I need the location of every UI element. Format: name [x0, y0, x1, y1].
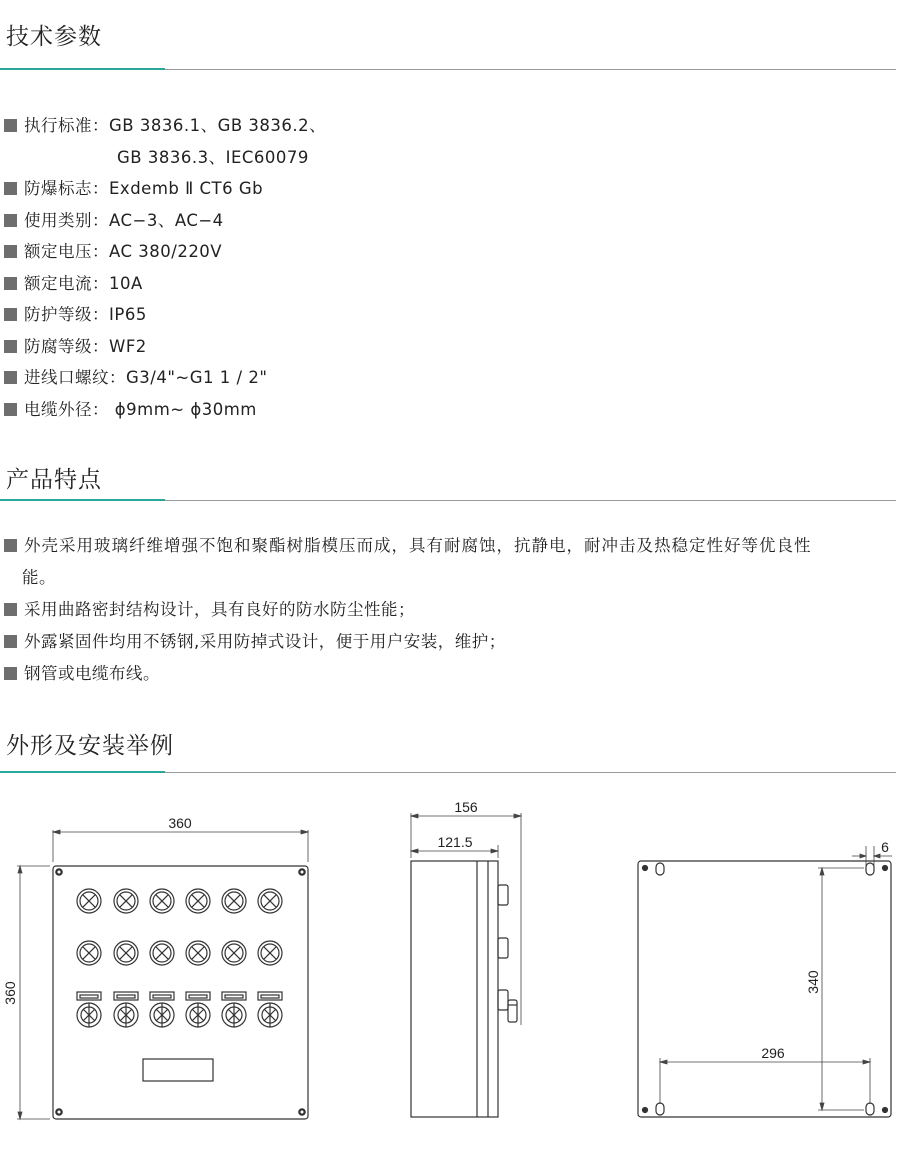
indicator-lamp-icon — [150, 941, 174, 965]
param-current — [4, 270, 143, 294]
indicator-lamp-icon — [77, 889, 101, 913]
feature-text: 采用曲路密封结构设计，具有良好的防水防尘性能； — [24, 600, 415, 619]
feature-text: 钢管或电缆布线。 — [24, 664, 160, 683]
param-label: 额定电压： — [24, 242, 109, 261]
param-standard-cont: GB 3836.3、IEC60079 — [117, 148, 309, 167]
indicator-lamp-icon — [258, 889, 282, 913]
param-value: Exdemb Ⅱ CT6 Gb — [109, 179, 264, 198]
square-bullet-icon — [4, 539, 17, 552]
param-label: 使用类别： — [24, 211, 109, 230]
square-bullet-icon — [4, 340, 17, 353]
feature-item-cont: 能。 — [22, 568, 56, 587]
indicator-lamp-icon — [114, 889, 138, 913]
mounting-view — [638, 861, 891, 1117]
section-title-tech-params: 技术参数 — [6, 24, 102, 50]
square-bullet-icon — [4, 603, 17, 616]
indicator-lamp-icon — [258, 941, 282, 965]
section-divider — [0, 500, 896, 501]
param-value: AC−3、AC−4 — [109, 211, 224, 230]
param-anticorrosion — [4, 333, 147, 357]
param-label: 执行标准： — [24, 116, 109, 135]
dim-front-width: 360 — [168, 815, 192, 831]
param-label: 防护等级： — [24, 305, 109, 324]
square-bullet-icon — [4, 403, 17, 416]
section-title-features: 产品特点 — [6, 467, 102, 493]
section-divider — [0, 772, 896, 773]
param-label: 额定电流： — [24, 274, 109, 293]
rotary-switch-icon — [258, 992, 282, 1027]
front-dimensions — [17, 830, 308, 1119]
dim-mount-height: 340 — [805, 970, 821, 994]
section-divider — [0, 69, 896, 70]
feature-text: 外露紧固件均用不锈钢,采用防掉式设计，便于用户安装，维护； — [24, 632, 506, 651]
indicator-lamp-row — [77, 941, 282, 965]
side-view — [411, 861, 517, 1117]
param-value: AC 380/220V — [109, 242, 223, 261]
square-bullet-icon — [4, 182, 17, 195]
indicator-lamp-icon — [186, 941, 210, 965]
indicator-lamp-icon — [222, 941, 246, 965]
dim-side-body: 121.5 — [437, 834, 473, 850]
switch-row — [77, 992, 282, 1027]
dim-mount-width: 296 — [761, 1045, 785, 1061]
feature-text: 外壳采用玻璃纤维增强不饱和聚酯树脂模压而成，具有耐腐蚀，抗静电，耐冲击及热稳定性好等优良性 — [24, 536, 812, 555]
square-bullet-icon — [4, 635, 17, 648]
param-category — [4, 207, 224, 231]
param-value: WF2 — [109, 337, 147, 356]
square-bullet-icon — [4, 245, 17, 258]
param-standard — [4, 112, 326, 136]
param-value: G3/4"~G1 1 / 2" — [126, 368, 268, 387]
param-voltage — [4, 238, 222, 262]
param-value: ϕ9mm~ ϕ30mm — [109, 400, 257, 419]
param-thread — [4, 364, 267, 388]
rotary-switch-icon — [222, 992, 246, 1027]
param-label: 防腐等级： — [24, 337, 109, 356]
param-explosion-mark — [4, 175, 263, 199]
feature-item — [4, 660, 160, 684]
indicator-lamp-icon — [186, 889, 210, 913]
param-value: GB 3836.1、GB 3836.2、 — [109, 116, 327, 135]
param-protection — [4, 301, 147, 325]
rotary-switch-icon — [150, 992, 174, 1027]
param-cable-diameter — [4, 396, 257, 420]
mounting-dimensions — [660, 846, 892, 1110]
section-title-drawings: 外形及安装举例 — [6, 733, 174, 759]
indicator-lamp-icon — [114, 941, 138, 965]
square-bullet-icon — [4, 308, 17, 321]
param-value: 10A — [109, 274, 143, 293]
dim-side-total: 156 — [454, 799, 478, 815]
divider-accent — [0, 68, 165, 70]
divider-accent — [0, 499, 165, 501]
indicator-lamp-icon — [77, 941, 101, 965]
indicator-lamp-row — [77, 889, 282, 913]
indicator-lamp-icon — [150, 889, 174, 913]
param-label: 进线口螺纹： — [24, 368, 126, 387]
side-dimensions — [411, 813, 521, 1025]
feature-item — [4, 596, 415, 620]
dim-hole-diameter: 6 — [881, 839, 889, 855]
feature-item — [4, 532, 812, 556]
rotary-switch-icon — [186, 992, 210, 1027]
front-view — [53, 866, 308, 1119]
feature-item — [4, 628, 506, 652]
rotary-switch-icon — [77, 992, 101, 1027]
param-value: IP65 — [109, 305, 147, 324]
dim-front-height: 360 — [2, 981, 18, 1005]
square-bullet-icon — [4, 277, 17, 290]
divider-accent — [0, 771, 165, 773]
indicator-lamp-icon — [222, 889, 246, 913]
square-bullet-icon — [4, 119, 17, 132]
rotary-switch-icon — [114, 992, 138, 1027]
square-bullet-icon — [4, 371, 17, 384]
square-bullet-icon — [4, 214, 17, 227]
param-label: 电缆外径： — [24, 400, 109, 419]
param-label: 防爆标志： — [24, 179, 109, 198]
square-bullet-icon — [4, 667, 17, 680]
